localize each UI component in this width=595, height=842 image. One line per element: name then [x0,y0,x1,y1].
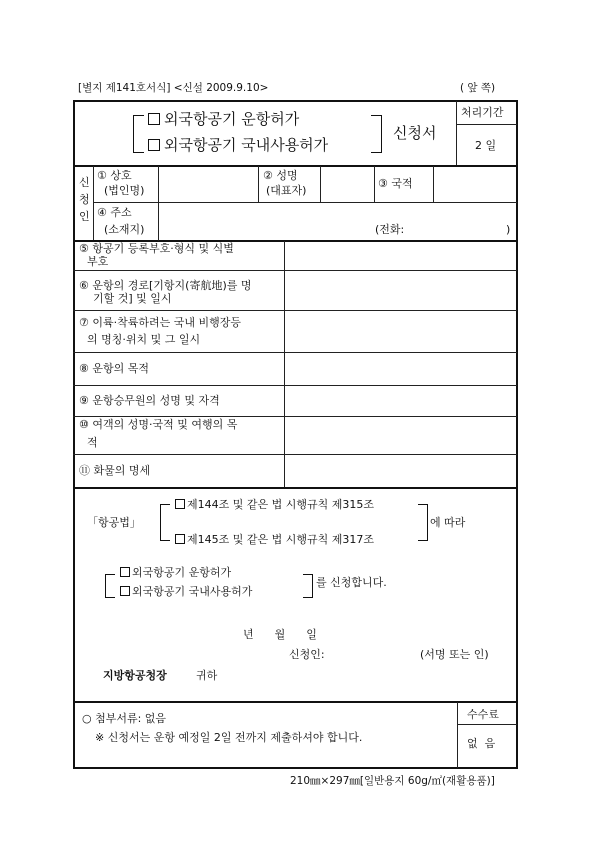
recipient: 지방항공청장 [103,669,167,682]
title-left-bracket [133,115,144,153]
applicant-col2 [258,166,259,203]
item-aircraft-reg-line2: 부호 [87,255,109,268]
apply-option-2: 외국항공기 국내사용허가 [120,585,252,598]
nationality-label: ③ 국적 [378,177,413,190]
applicant-col3 [320,166,321,203]
representative-field[interactable] [322,168,372,200]
frame-top [73,100,517,102]
item-crew: ⑨ 운항승무원의 성명 및 자격 [79,394,220,407]
fee-divider [457,702,458,768]
apply-left-bracket [105,574,115,598]
applicant-side-divider [93,166,94,241]
item-line-5 [73,270,517,271]
applicant-col1 [158,166,159,241]
footer-top-line [73,701,518,703]
item-cargo: ⑪ 화물의 명세 [79,464,151,477]
frame-bottom [73,767,518,769]
checkbox-icon[interactable] [148,113,160,125]
applicant-signature-field[interactable] [335,646,415,662]
item-airfield-line2: 의 명칭·위치 및 그 일시 [87,333,201,346]
company-name-sub: (법인명) [104,184,145,197]
item-line-9 [73,416,517,417]
article-option-1: 제144조 및 같은 법 시행규칙 제315조 [175,498,374,511]
apply-right-bracket [303,574,313,598]
item-route-line1: ⑥ 운항의 경로[기항지(寄航地)를 명 [79,279,252,292]
address-field[interactable] [160,204,515,238]
airfield-field[interactable] [286,312,515,351]
article-left-bracket [160,504,170,541]
checkbox-icon[interactable] [175,534,185,544]
frame-right [516,100,518,768]
according-text: 에 따라 [430,516,466,529]
title-bottom-line [73,165,518,167]
proc-divider-h [456,124,517,125]
passenger-field[interactable] [286,418,515,453]
apply-text: 를 신청합니다. [316,576,387,589]
item-line-10 [73,454,517,455]
checkbox-icon[interactable] [175,499,185,509]
title-option-2: 외국항공기 국내사용허가 [148,136,328,154]
item-line-8 [73,385,517,386]
nationality-field[interactable] [435,168,515,200]
title-suffix: 신청서 [393,124,437,142]
law-name: 「항공법」 [87,516,141,529]
attachments: ○ 첨부서류: 없음 [82,712,167,725]
frame-left [73,100,75,768]
processing-period-value: 2 일 [475,139,497,152]
cargo-field[interactable] [286,456,515,486]
paper-spec: 210㎜×297㎜[일반용지 60g/㎡(재활용품)] [290,775,495,787]
representative-label: ② 성명 [263,169,298,182]
proc-divider [456,101,457,165]
applicant-mid-line [93,202,517,203]
company-name-field[interactable] [160,168,256,200]
article-option-2: 제145조 및 같은 법 시행규칙 제317조 [175,533,374,546]
item-line-7 [73,352,517,353]
date-line: 년 월 일 [243,628,317,641]
applicant-col4 [374,166,375,203]
applicant-col5 [433,166,434,203]
item-route-line2: 기할 것] 및 일시 [93,292,172,305]
items-value-divider [284,241,285,488]
item-passenger-line1: ⑩ 여객의 성명·국적 및 여행의 목 [79,418,238,431]
phone-open: (전화: [375,223,405,236]
title-right-bracket [371,115,382,153]
aircraft-reg-field[interactable] [286,243,515,269]
item-line-11 [73,487,518,489]
form-code: [별지 제141호서식] <신설 2009.9.10> [78,82,269,94]
checkbox-icon[interactable] [120,586,130,596]
checkbox-icon[interactable] [148,139,160,151]
applicant-side-label: 신 청 인 [79,176,90,223]
fee-value: 없 음 [467,737,496,750]
title-option-1: 외국항공기 운항허가 [148,110,299,128]
fee-divider-h [457,724,517,725]
fee-label: 수수료 [467,708,499,721]
applicant-signature-label: 신청인: [289,648,325,661]
recipient-honorific: 귀하 [196,669,218,682]
article-right-bracket [418,504,428,541]
crew-field[interactable] [286,387,515,415]
address-sub: (소재지) [104,223,145,236]
page-side-label: ( 앞 쪽) [460,82,496,94]
item-aircraft-reg-line1: ⑤ 항공기 등록부호·형식 및 식별 [79,242,234,255]
submission-note: ※ 신청서는 운항 예정일 2일 전까지 제출하셔야 합니다. [95,731,363,744]
signature-note: (서명 또는 인) [420,648,489,661]
checkbox-icon[interactable] [120,567,130,577]
phone-close: ) [506,223,511,236]
processing-period-label: 처리기간 [461,106,504,119]
item-purpose: ⑧ 운항의 목적 [79,362,149,375]
company-name-label: ① 상호 [97,169,132,182]
apply-option-1: 외국항공기 운항허가 [120,566,231,579]
purpose-field[interactable] [286,354,515,384]
address-label: ④ 주소 [97,206,132,219]
item-passenger-line2: 적 [87,436,98,449]
route-field[interactable] [286,272,515,309]
item-line-6 [73,310,517,311]
representative-sub: (대표자) [266,184,307,197]
item-airfield-line1: ⑦ 이륙·착륙하려는 국내 비행장등 [79,316,241,329]
